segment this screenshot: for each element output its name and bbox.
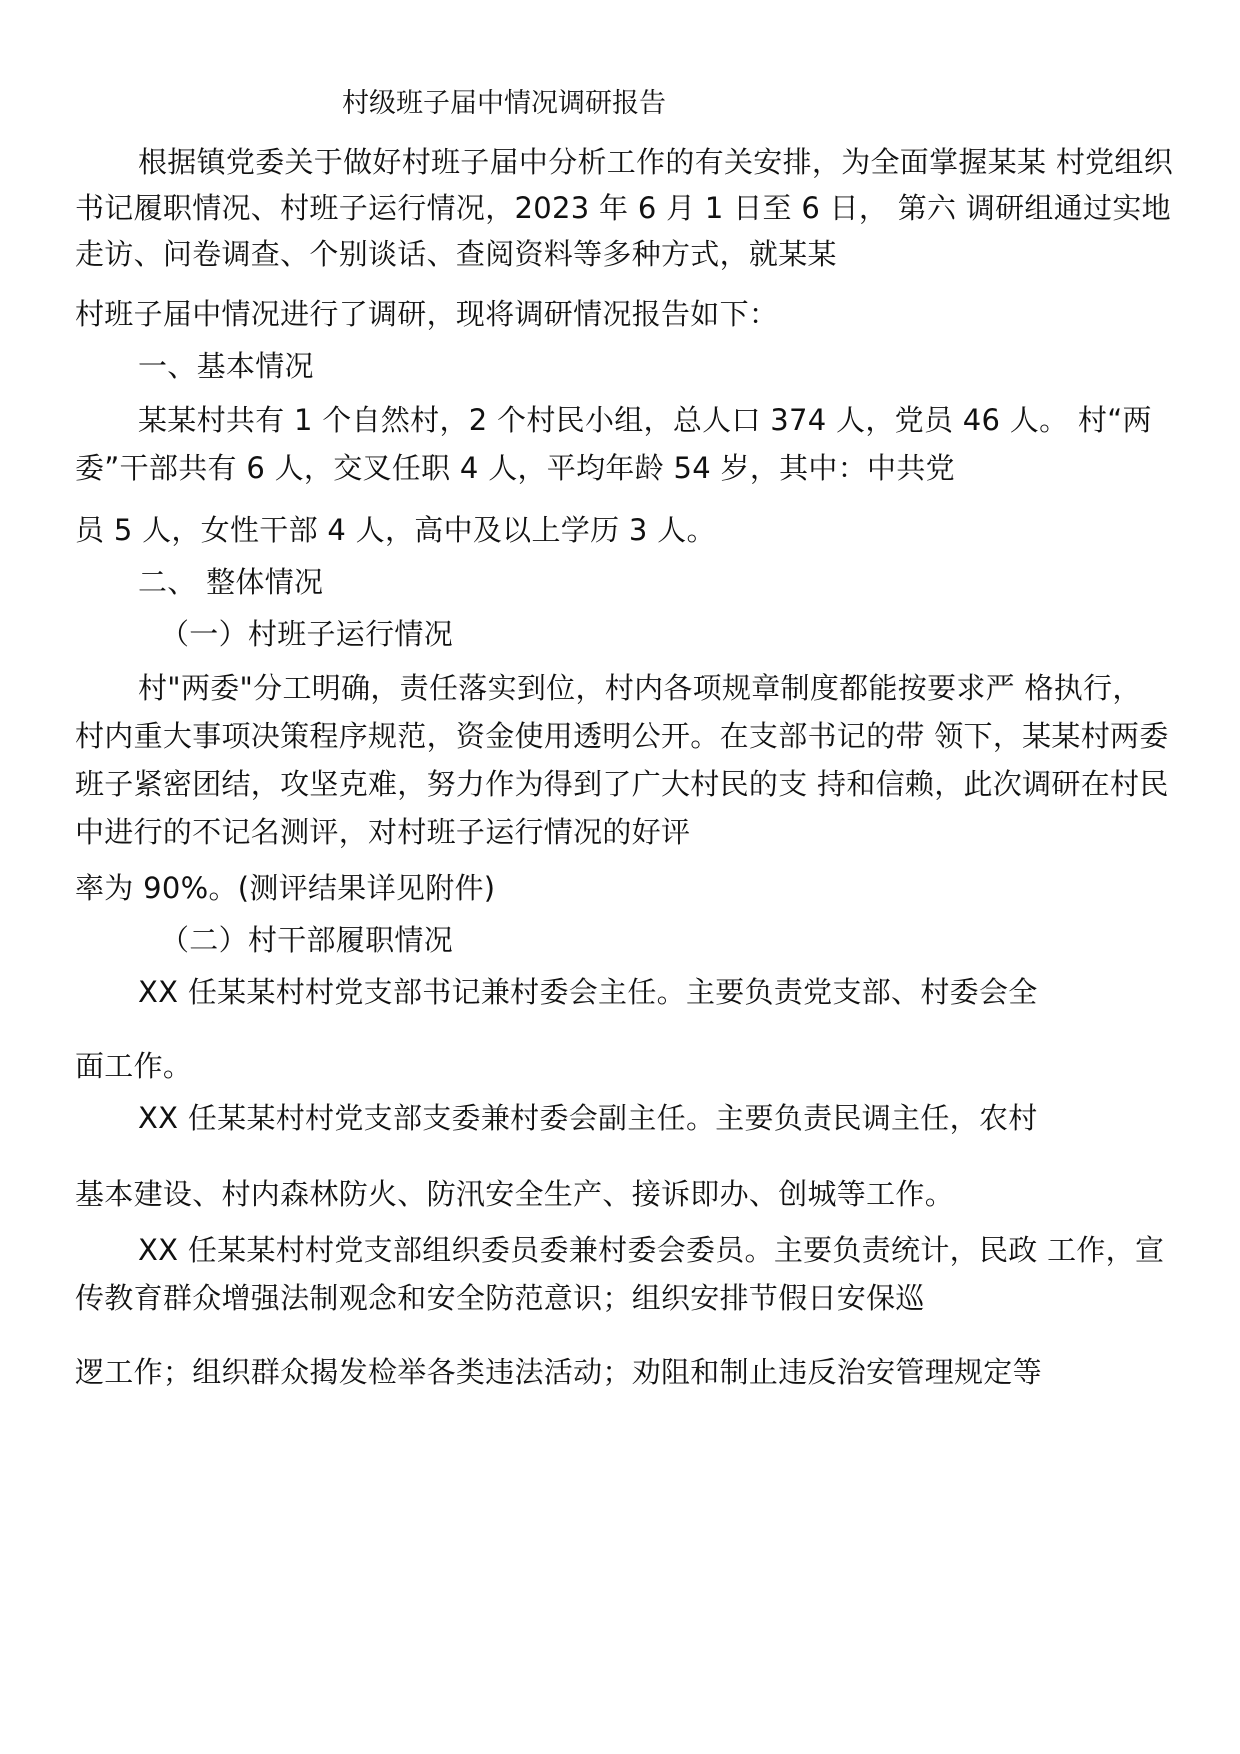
section-heading: 二、 整体情况 — [138, 565, 324, 599]
paragraph-line: 传教育群众增强法制观念和安全防范意识；组织安排节假日安保巡 — [75, 1281, 925, 1315]
subsection-heading: （一）村班子运行情况 — [160, 617, 454, 651]
paragraph-line: 根据镇党委关于做好村班子届中分析工作的有关安排，为全面掌握某某 村党组织 — [138, 145, 1174, 179]
paragraph-line: 村班子届中情况进行了调研，现将调研情况报告如下： — [75, 297, 779, 331]
paragraph-line: 员 5 人，女性干部 4 人，高中及以上学历 3 人。 — [75, 513, 716, 547]
document-title: 村级班子届中情况调研报告 — [342, 88, 666, 119]
paragraph-line: 村内重大事项决策程序规范，资金使用透明公开。在支部书记的带 领下，某某村两委 — [75, 719, 1169, 753]
paragraph-line: 面工作。 — [75, 1049, 193, 1083]
paragraph-line: 走访、问卷调查、个别谈话、查阅资料等多种方式，就某某 — [75, 237, 837, 271]
section-heading: 一、基本情况 — [138, 349, 314, 383]
paragraph-line: 中进行的不记名测评，对村班子运行情况的好评 — [75, 815, 691, 849]
paragraph-line: 村"两委"分工明确，责任落实到位，村内各项规章制度都能按要求严 格执行， — [138, 671, 1142, 705]
subsection-heading: （二）村干部履职情况 — [160, 923, 454, 957]
paragraph-line: 委”干部共有 6 人，交叉任职 4 人，平均年龄 54 岁，其中：中共党 — [75, 451, 955, 485]
paragraph-line: XX 任某某村村党支部书记兼村委会主任。主要负责党支部、村委会全 — [138, 975, 1038, 1009]
paragraph-line: 基本建设、村内森林防火、防汛安全生产、接诉即办、创城等工作。 — [75, 1177, 955, 1211]
paragraph-line: XX 任某某村村党支部支委兼村委会副主任。主要负责民调主任，农村 — [138, 1101, 1038, 1135]
paragraph-line: 率为 90%。(测评结果详见附件) — [75, 871, 496, 905]
paragraph-line: 某某村共有 1 个自然村，2 个村民小组，总人口 374 人，党员 46 人。 村“两 — [138, 403, 1152, 437]
paragraph-line: 班子紧密团结，攻坚克难，努力作为得到了广大村民的支 持和信赖，此次调研在村民 — [75, 767, 1169, 801]
paragraph-line: 逻工作；组织群众揭发检举各类违法活动；劝阻和制止违反治安管理规定等 — [75, 1355, 1042, 1389]
paragraph-line: 书记履职情况、村班子运行情况，2023 年 6 月 1 日至 6 日， 第六 调研组通过实地 — [75, 191, 1171, 225]
paragraph-line: XX 任某某村村党支部组织委员委兼村委会委员。主要负责统计，民政 工作，宣 — [138, 1233, 1165, 1267]
